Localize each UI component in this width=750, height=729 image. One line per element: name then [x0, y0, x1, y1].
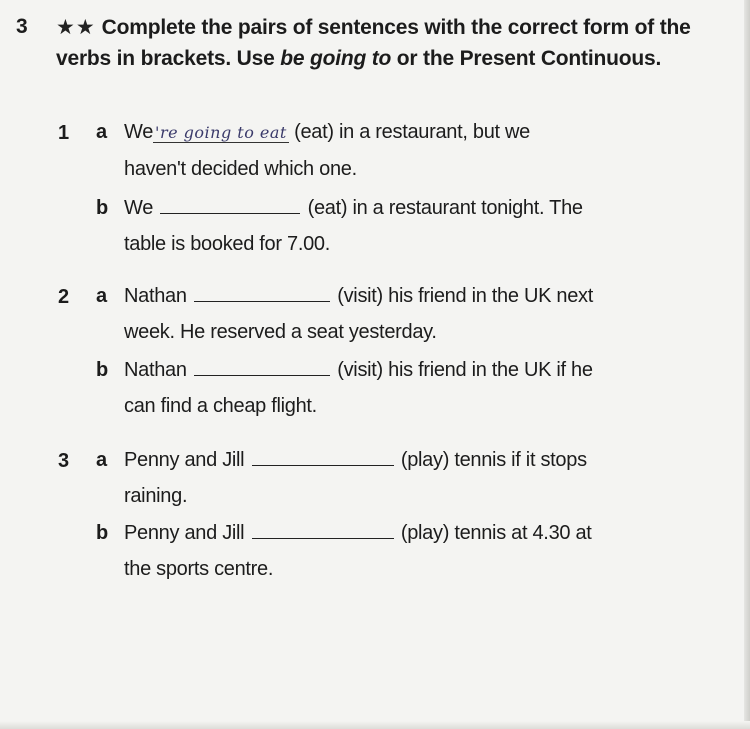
question-number-3: 3 — [58, 450, 70, 472]
item-line2: the sports centre. — [124, 558, 274, 580]
item-after: (play) tennis at 4.30 at — [400, 522, 592, 544]
item-before: Nathan — [124, 359, 187, 381]
question-3a — [96, 442, 696, 514]
item-line2: table is booked for 7.00. — [124, 233, 330, 255]
item-letter: a — [96, 285, 107, 307]
item-letter: b — [96, 522, 108, 544]
answer-blank-3b[interactable] — [252, 518, 394, 539]
item-before: Nathan — [124, 285, 187, 307]
question-number-2: 2 — [58, 286, 70, 308]
question-number-1: 1 — [58, 122, 70, 144]
item-line2: week. He reserved a seat yesterday. — [124, 321, 437, 343]
exercise-instruction — [56, 12, 716, 74]
item-after: (visit) his friend in the UK next — [337, 285, 593, 307]
answer-blank-2b[interactable] — [194, 355, 330, 376]
answer-blank-2a[interactable] — [194, 281, 330, 302]
item-line2: can find a cheap flight. — [124, 395, 317, 417]
item-line2: raining. — [124, 485, 188, 507]
item-after: (eat) in a restaurant tonight. The — [307, 197, 583, 219]
instruction-text-1: Complete the pairs of sentences with the correct form of the verbs in brackets. Use — [56, 16, 691, 70]
item-before: We — [124, 197, 154, 219]
question-2b — [96, 352, 696, 424]
question-1b — [96, 190, 696, 262]
exercise-number: 3 — [16, 15, 28, 38]
question-3b — [96, 515, 696, 587]
difficulty-stars: ★★ — [56, 16, 96, 39]
page-bottom-shadow — [0, 721, 750, 729]
item-letter: a — [96, 449, 107, 471]
item-letter: b — [96, 359, 108, 381]
item-letter: a — [96, 121, 107, 143]
item-letter: b — [96, 197, 108, 219]
item-before: Penny and Jill — [124, 449, 245, 471]
item-line2: haven't decided which one. — [124, 158, 357, 180]
question-1a — [96, 114, 696, 187]
question-2a — [96, 278, 696, 350]
instruction-italic: be going to — [280, 47, 392, 70]
item-after: (play) tennis if it stops — [400, 449, 587, 471]
item-before: Penny and Jill — [124, 522, 245, 544]
item-after: (eat) in a restaurant, but we — [294, 121, 530, 143]
answer-blank-1b[interactable] — [160, 193, 300, 214]
answer-1a[interactable]: 're going to eat — [155, 123, 287, 142]
instruction-text-2: or the Present Continuous. — [396, 47, 662, 70]
answer-blank-3a[interactable] — [252, 445, 394, 466]
item-after: (visit) his friend in the UK if he — [337, 359, 593, 381]
page-edge-shadow — [744, 0, 750, 729]
item-before: We — [124, 121, 154, 143]
